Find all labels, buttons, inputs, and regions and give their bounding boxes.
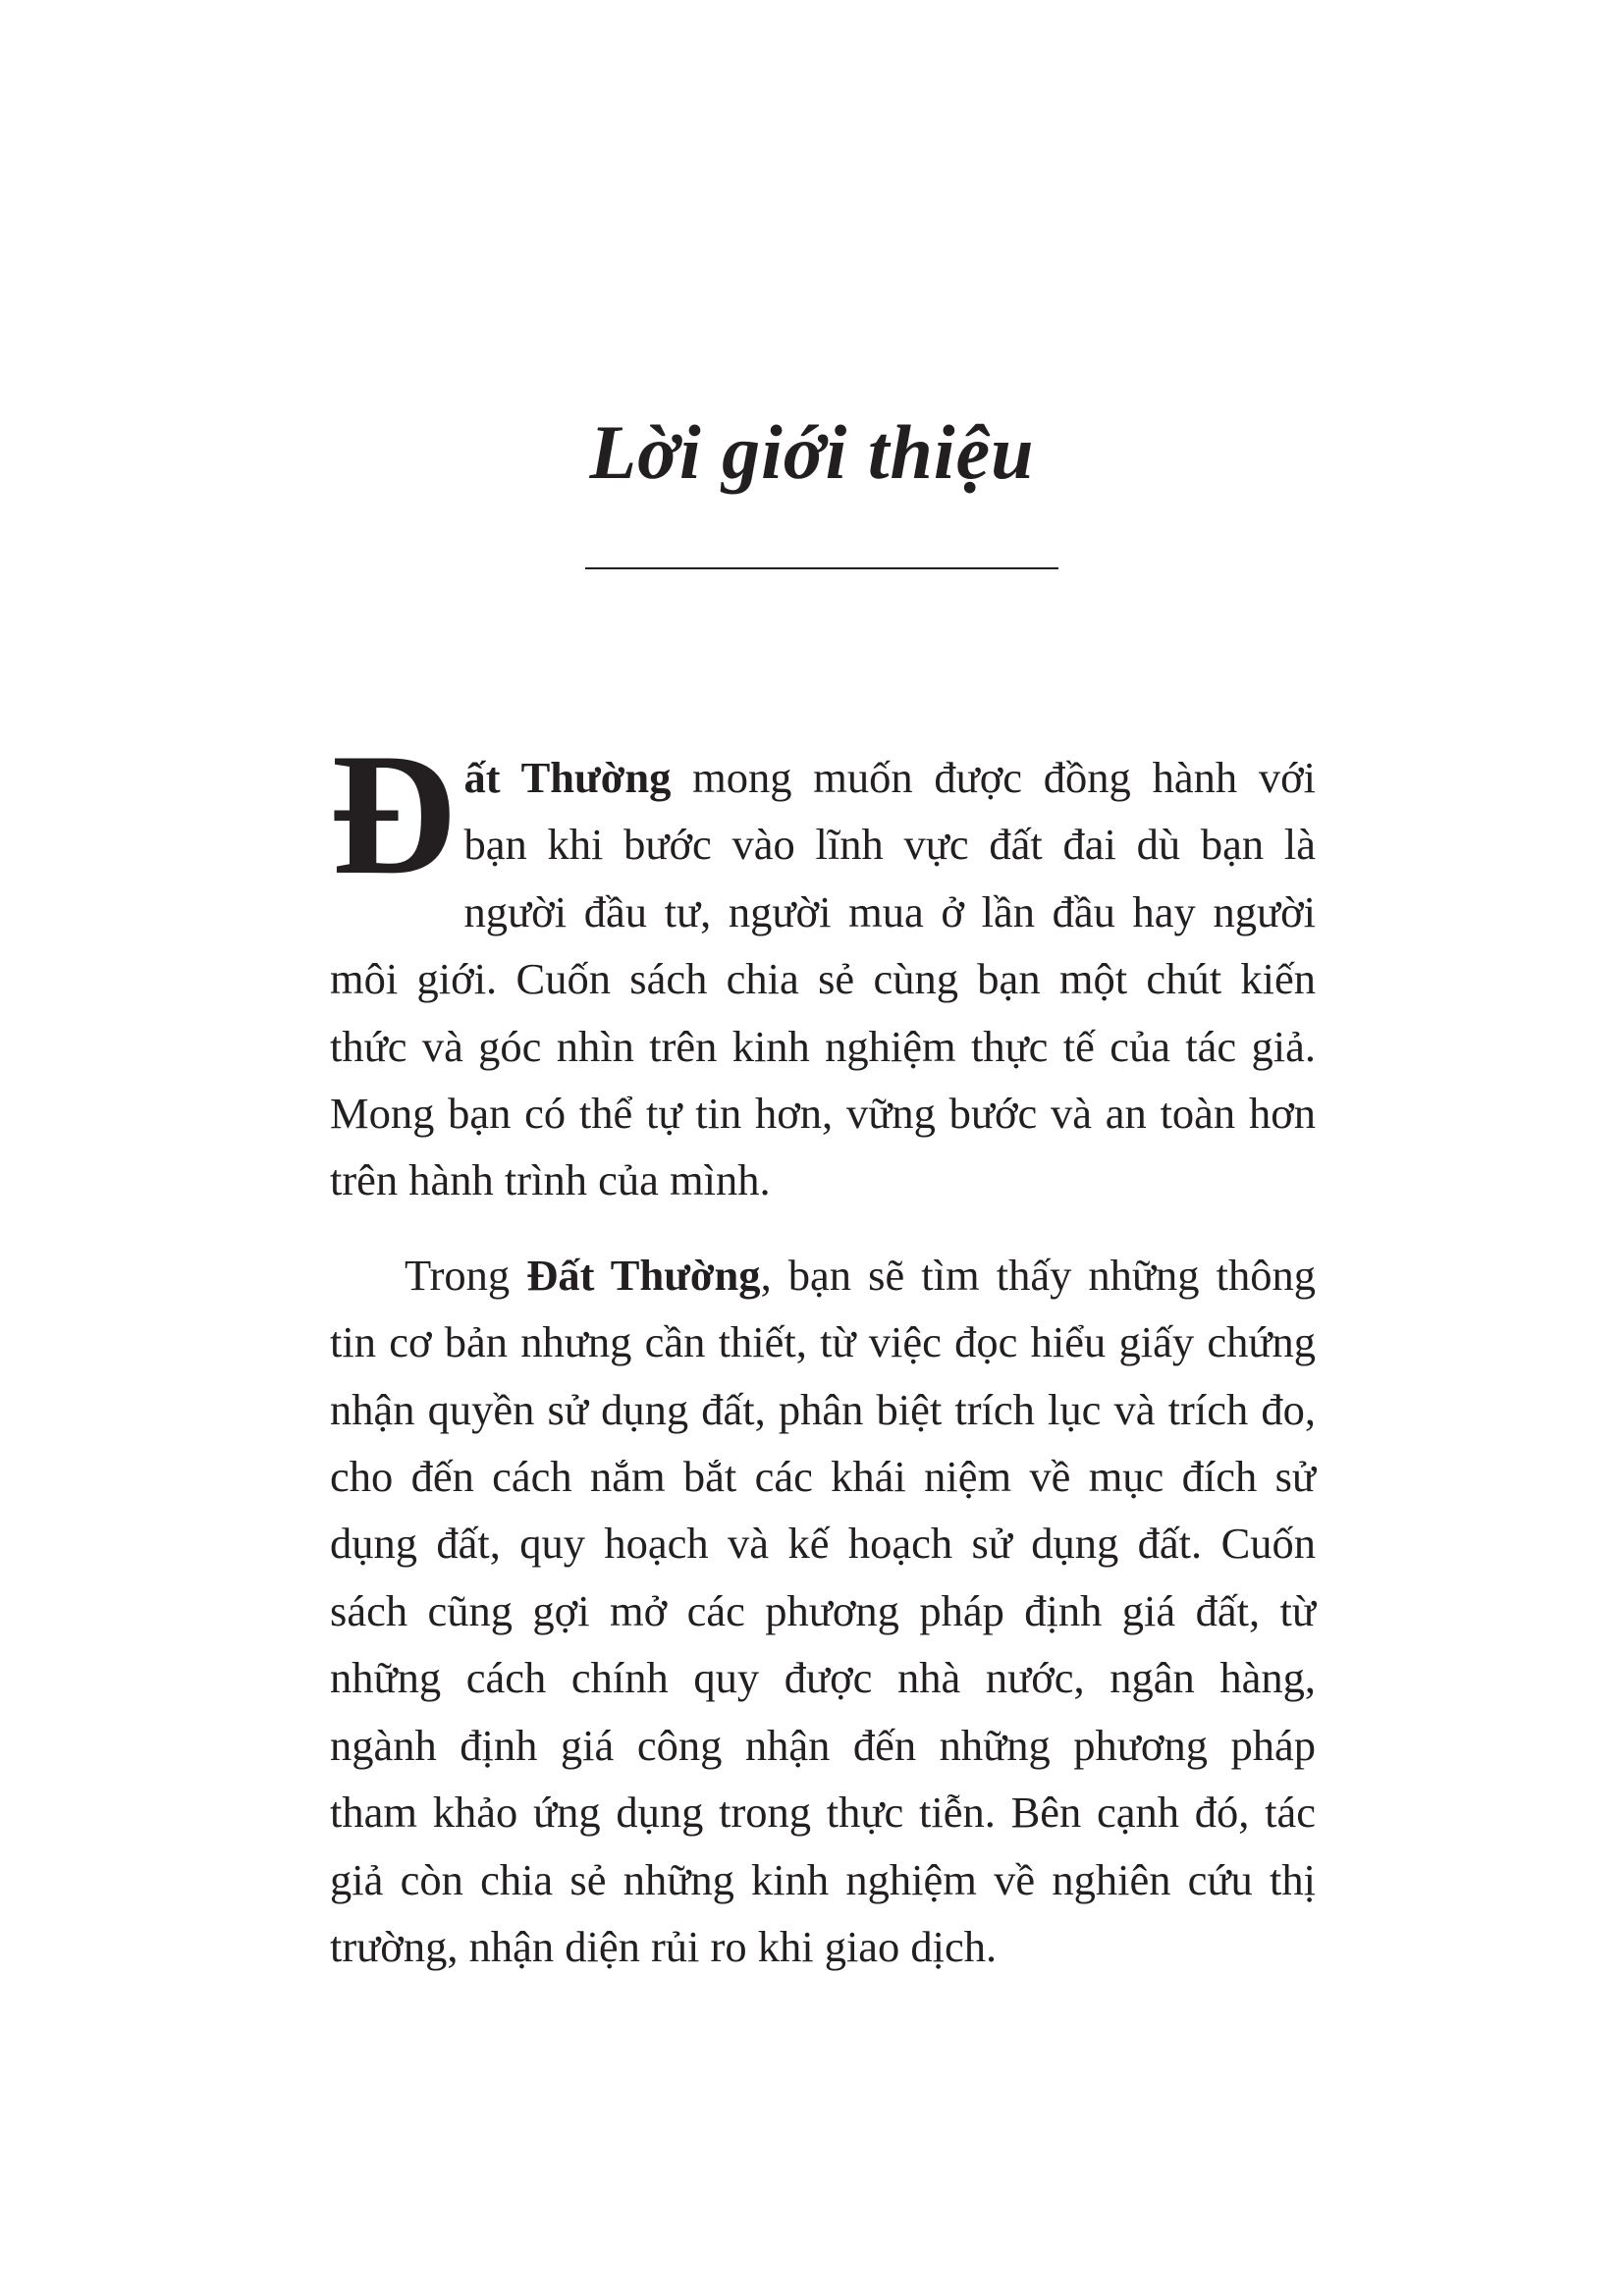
title-divider bbox=[585, 567, 1058, 569]
paragraph-intro bbox=[330, 717, 1316, 1214]
paragraph-lead-bold: ất Thường bbox=[463, 753, 672, 802]
body-text bbox=[330, 717, 1316, 1980]
drop-cap: Đ bbox=[330, 717, 457, 911]
paragraph-contents-text: , bạn sẽ tìm thấy những thông tin cơ bản nhưng cần thiết, từ việc đọc hiểu giấy chứng nhận quyền sử dụng đất, phân biệt trích lục và trích đo, cho đến cách nắm bắt các khái niệm về mục đích sử dụng đất, quy hoạch và kế hoạch sử dụng đất. Cuốn sách cũng gợi mở các phương pháp định giá đất, từ những cách chính quy được nhà nước, ngân hàng, ngành định giá công nhận đến những phương pháp tham khảo ứng dụng trong thực tiễn. Bên cạnh đó, tác giả còn chia sẻ những kinh nghiệm về nghiên cứu thị trường, nhận diện rủi ro khi giao dịch. bbox=[330, 1250, 1316, 1971]
paragraph-intro-text: mong muốn được đồng hành với bạn khi bước vào lĩnh vực đất đai dù bạn là người đầu tư, người mua ở lần đầu hay người môi giới. Cuốn sách chia sẻ cùng bạn một chút kiến thức và góc nhìn trên kinh nghiệm thực tế của tác giả. Mong bạn có thể tự tin hơn, vững bước và an toàn hơn trên hành trình của mình. bbox=[330, 753, 1316, 1205]
book-title-bold: Đất Thường bbox=[526, 1250, 761, 1300]
page-title: Lời giới thiệu bbox=[589, 409, 1035, 495]
paragraph-contents-lead: Trong bbox=[405, 1250, 527, 1300]
paragraph-contents bbox=[330, 1242, 1316, 1980]
